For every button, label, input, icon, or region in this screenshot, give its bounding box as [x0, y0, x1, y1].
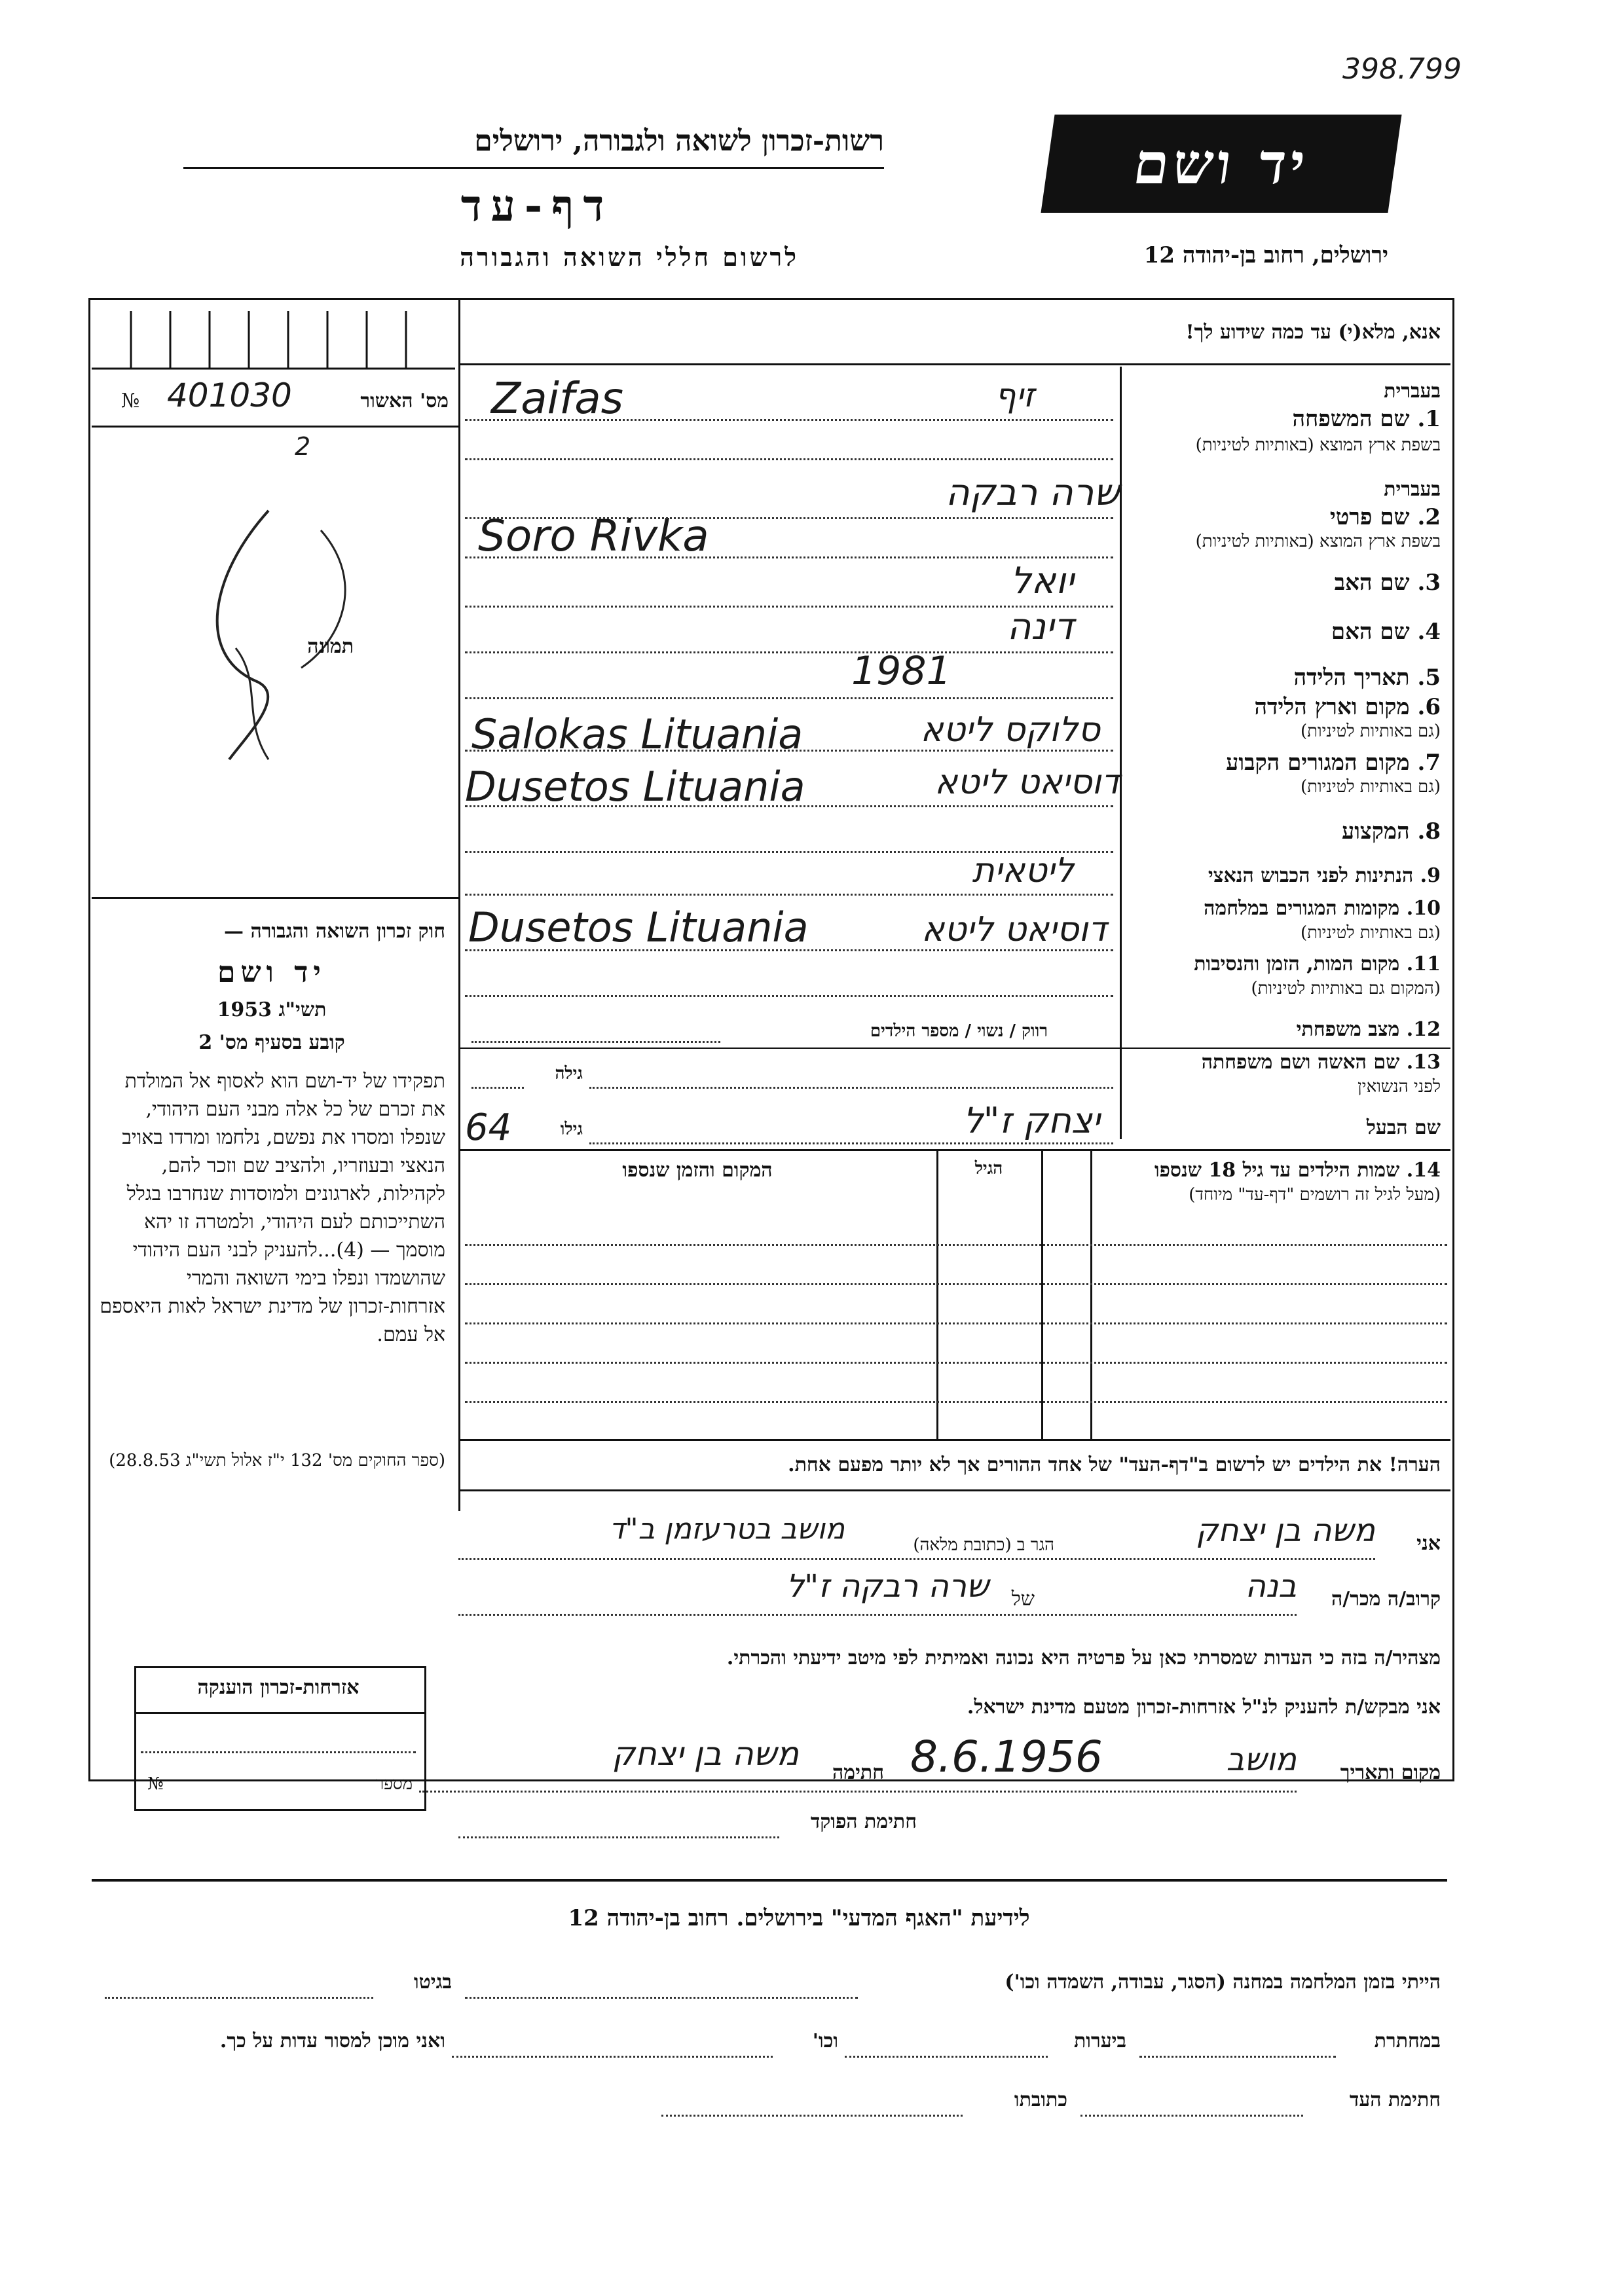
- footer-title: לידיעת "האגף המדעי" בירושלים. רחוב בן-יהודה 12: [568, 1905, 1030, 1931]
- field-6-sub: (גם באותיות לטיניות): [1300, 721, 1441, 741]
- field-6-label: 6. מקום וארץ הלידה: [1254, 694, 1441, 720]
- field-7-hebrew: דוסיאט ליטא: [934, 763, 1120, 802]
- photo-area: [170, 484, 406, 773]
- field-3-value: יואל: [1010, 560, 1074, 602]
- field-11-label: 11. מקום המות, הזמן והנסיבות: [1194, 953, 1441, 975]
- decl-statement: מצהיר/ה בזה כי העדות שמסרתי כאן על פרטיה היא נכונה ואמיתית לפי מיטב ידיעתי והכרתי.: [726, 1647, 1441, 1669]
- header-address: ירושלים, רחוב בן-יהודה 12: [1143, 242, 1388, 268]
- field-7-label: 7. מקום המגורים הקבוע: [1226, 750, 1441, 776]
- decl-signature-label: חתימה: [832, 1761, 884, 1784]
- approval-label: מס' האשור: [360, 390, 449, 412]
- field-10-hebrew: דוסיאט ליטא: [921, 910, 1107, 949]
- citizenship-title: אזרחות-זכרון הוענקה: [197, 1676, 360, 1699]
- field-13-label: 13. שם האשה ושם משפחתה: [1201, 1051, 1441, 1074]
- field-husband-label: שם הבעל: [1366, 1116, 1441, 1139]
- decl-address: מושב בטרעזמן ב"ד: [609, 1512, 845, 1546]
- field-1-latin: Zaifas: [491, 373, 624, 424]
- field-4-label: 4. שם האם: [1331, 619, 1441, 645]
- decl-date: 8.6.1956: [910, 1732, 1103, 1782]
- law-year: 1953 תשי"ג: [217, 998, 327, 1021]
- footer-etc-label: וכו': [812, 2030, 838, 2052]
- yad-vashem-logo: יד ושם: [1041, 115, 1401, 213]
- decl-signature: משה בן יצחק: [612, 1735, 799, 1773]
- husband-age-label: גילו: [560, 1120, 583, 1139]
- field-3-label: 3. שם האב: [1334, 570, 1441, 596]
- children-col-place: המקום והזמן שנספו: [622, 1159, 773, 1182]
- decl-request: אני מבקש/ת להעניק לנ"ל אזרחות-זכרון מטעם מדינת ישראל.: [967, 1696, 1441, 1719]
- approval-no-symbol: №: [121, 390, 140, 412]
- law-section: קובע בסעיף מס' 2: [198, 1031, 345, 1054]
- field-11-sub: (המקום גם באותיות לטיניות): [1251, 979, 1441, 998]
- husband-age: 64: [465, 1106, 512, 1149]
- field-5-value: 1981: [851, 648, 951, 694]
- field-7-sub: (גם באותיות לטיניות): [1300, 777, 1441, 797]
- field-2-hebrew: שרה רבקה: [946, 471, 1120, 514]
- field-9-value: ליטאית: [972, 851, 1074, 890]
- decl-officer-label: חתימת הפוקד: [810, 1810, 917, 1833]
- check-strip: [92, 304, 455, 370]
- footer-camp-label: הייתי בזמן המלחמה במחנה (הסגר, עבודה, השמדה וכו'): [1005, 1971, 1441, 1994]
- field-2-label: 2. שם פרטי: [1329, 504, 1441, 530]
- approval-number: 401030: [167, 376, 292, 414]
- decl-name: משה בן יצחק: [1196, 1512, 1375, 1549]
- decl-of-label: של: [1011, 1588, 1035, 1611]
- field-10-sub: (גם באותיות לטיניות): [1300, 923, 1441, 943]
- field-2-hebrew-tag: בעברית: [1384, 478, 1441, 501]
- field-12-options: רווק / נשוי / מספר הילדים: [870, 1021, 1048, 1041]
- decl-relation: בנה: [1245, 1568, 1297, 1605]
- decl-relation-label: קרוב/ה מכר/ה: [1331, 1588, 1441, 1611]
- field-2-sub: בשפת ארץ המוצא (באותיות לטיניות): [1195, 532, 1441, 551]
- children-col-age: הגיל: [974, 1159, 1003, 1178]
- field-9-label: 9. הנתינות לפני הכבוש הנאצי: [1208, 864, 1441, 887]
- decl-lives-label: הגר ב (כתובת מלאה): [913, 1535, 1054, 1555]
- footer-address-label: כתובתו: [1014, 2088, 1067, 2111]
- field-5-label: 5. תאריך הלידה: [1293, 665, 1441, 691]
- decl-i: אני: [1416, 1532, 1441, 1555]
- note-line: הערה! את הילדים יש לרשום ב"דף-העד" של אחד ההורים אך לא יותר מפעם אחת.: [788, 1453, 1441, 1476]
- field-7-latin: Dusetos Lituania: [465, 763, 805, 811]
- field-6-hebrew: סלוקס ליטא: [920, 710, 1100, 750]
- org-name: רשות-זכרון לשואה ולגבורה, ירושלים: [474, 124, 884, 158]
- decl-place: מושב: [1226, 1741, 1297, 1778]
- footer-underground-label: במחתרת: [1374, 2030, 1441, 2052]
- decl-place-date-label: מקום ותאריך: [1340, 1761, 1441, 1784]
- approval-note: 2: [295, 432, 311, 461]
- field-8-label: 8. המקצוע: [1341, 818, 1441, 845]
- field-13-sub: לפני הנשואין: [1357, 1077, 1441, 1097]
- citizenship-number-label: מספר: [375, 1774, 413, 1794]
- field-1-hebrew: זיף: [995, 376, 1035, 414]
- citizenship-number-symbol: №: [147, 1774, 164, 1794]
- field-1-hebrew-tag: בעברית: [1384, 380, 1441, 403]
- form-subtitle: לרשום חללי השואה והגבורה: [460, 242, 799, 272]
- decl-of-name: שרה רבקה ז"ל: [786, 1568, 989, 1605]
- field-10-label: 10. מקומות המגורים במלחמה: [1204, 897, 1441, 920]
- footer-witness-signature-label: חתימת העד: [1349, 2088, 1441, 2111]
- footer-ready-label: ואני מוכן למסור עדות על כך.: [219, 2030, 445, 2052]
- field-10-latin: Dusetos Lituania: [468, 903, 809, 951]
- law-text: תפקידו של יד-ושם הוא לאסוף אל המולדת את זכרם של כל אלה מבני העם היהודי, שנפלו ומסרו את נפשם, נלחמו ומרדו באויב הנאצי ובעוזריו, ולהציב שם וזכר להם, לקהילות, לארגונים ולמוסדות שנחרבו בגלל השתייכותם לעם היהודי, ולמטרה זו יהא מוסמך — (4)...להעניק לבני העם היהודי שהושמדו ונפלו בימי השואה והמרי אזרחות-זכרון של מדינת ישראל לאות היאספם אל עמם.: [100, 1070, 445, 1346]
- children-label: 14. שמות הילדים עד גיל 18 שנספו: [1154, 1159, 1441, 1182]
- husband-name: יצחק ז"ל: [963, 1100, 1100, 1141]
- children-sub: (מעל לגיל זה רושמים "דף-עד" מיוחד): [1189, 1185, 1441, 1205]
- photo-label: תמונה: [307, 635, 354, 658]
- field-6-latin: Salokas Lituania: [471, 710, 803, 758]
- footer-forests-label: ביערות: [1073, 2030, 1126, 2052]
- field-2-latin: Soro Rivka: [478, 511, 709, 561]
- field-1-label: 1. שם המשפחה: [1292, 406, 1441, 432]
- law-name: יד ושם: [217, 956, 326, 989]
- request-line: אנא, מלא(י) עד כמה שידוע לך!: [1185, 321, 1441, 344]
- law-title: חוק זכרון השואה והגבורה —: [224, 920, 445, 943]
- field-12-label: 12. מצב משפחתי: [1296, 1018, 1441, 1041]
- field-4-value: דינה: [1006, 606, 1074, 648]
- field-13-age-label: גילה: [555, 1064, 583, 1084]
- footer-ghetto-label: בגיטו: [413, 1971, 452, 1994]
- archive-number: 398.799: [1342, 52, 1462, 86]
- form-title: דף-עד: [460, 180, 614, 231]
- field-1-sub: בשפת ארץ המוצא (באותיות לטיניות): [1195, 435, 1441, 455]
- law-source: (ספר החוקים מס' 132 י"ז אלול תשי"ג 28.8.53): [109, 1451, 445, 1470]
